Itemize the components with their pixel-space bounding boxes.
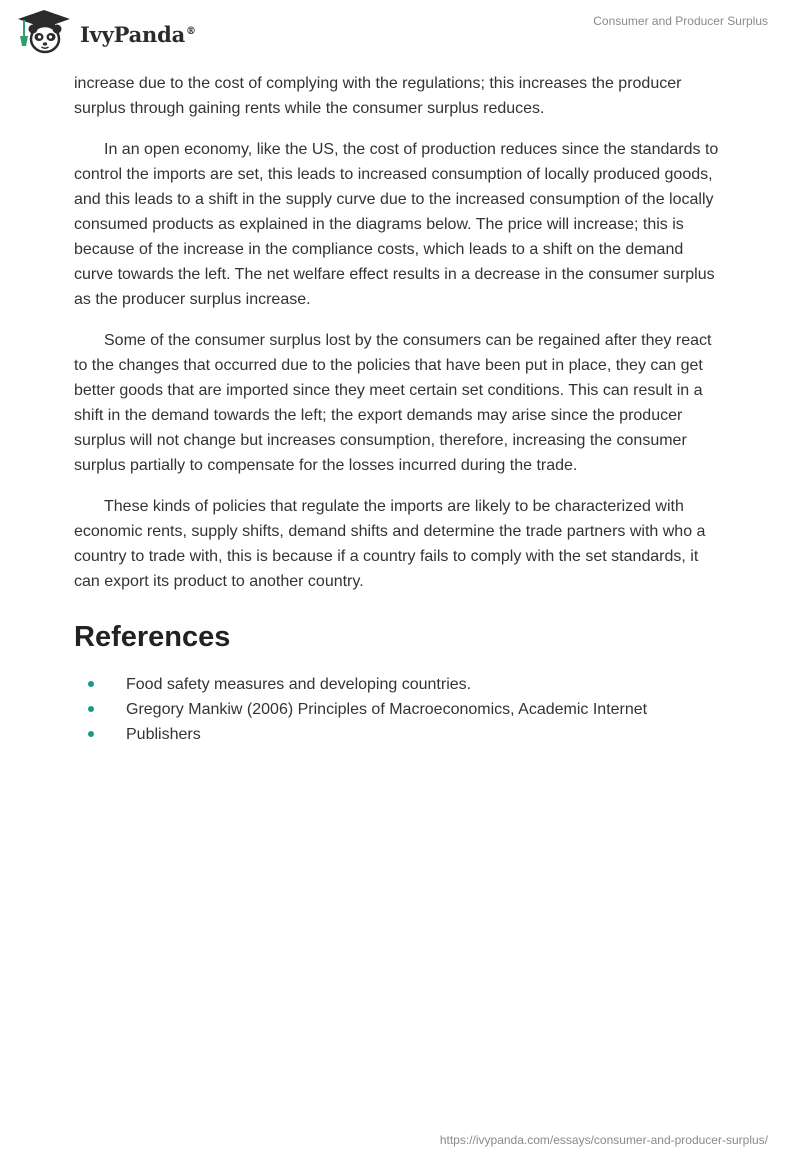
references-list bbox=[74, 672, 726, 747]
ivypanda-logo[interactable] bbox=[14, 8, 196, 56]
reference-item bbox=[74, 672, 726, 697]
essay-content bbox=[74, 71, 726, 747]
paragraph: These kinds of policies that regulate the imports are likely to be characterized with economic rents, supply shifts, demand shifts and determine the trade partners with who a country to trade with, this is because if a country fails to comply with the set standards, it can export its product to another country. bbox=[74, 498, 706, 590]
panda-graduate-icon bbox=[14, 8, 74, 56]
brand-name: IvyPanda® bbox=[80, 21, 196, 47]
page-header bbox=[0, 0, 800, 64]
bullet-icon bbox=[88, 681, 94, 687]
source-url[interactable]: https://ivypanda.com/essays/consumer-and-producer-surplus/ bbox=[439, 1133, 768, 1147]
bullet-icon bbox=[88, 731, 94, 737]
bullet-icon bbox=[88, 706, 94, 712]
reference-item bbox=[74, 697, 726, 722]
paragraph: Some of the consumer surplus lost by the consumers can be regained after they react to the changes that occurred due to the policies that have been put in place, they can get better goods that are imported since they meet certain set conditions. This can result in a shift in the demand towards the left; the export demands may arise since the producer surplus will not change but increases consumption, therefore, increasing the consumer surplus partially to compensate for the losses incurred during the trade. bbox=[74, 332, 712, 474]
reference-text: Food safety measures and developing countries. bbox=[126, 676, 472, 693]
document-title: Consumer and Producer Surplus bbox=[593, 14, 768, 28]
registered-mark: ® bbox=[186, 25, 196, 37]
paragraph: In an open economy, like the US, the cost of production reduces since the standards to control the imports are set, this leads to increased consumption of locally produced goods, and this leads to a shift in the supply curve due to the increased consumption of the locally consumed products as explained in the diagrams below. The price will increase; this is because of the increase in the compliance costs, which leads to a shift on the demand curve towards the left. The net welfare effect results in a decrease in the consumer surplus as the producer surplus increase. bbox=[74, 141, 719, 308]
references-heading: References bbox=[74, 621, 231, 653]
reference-text: Gregory Mankiw (2006) Principles of Macroeconomics, Academic Internet bbox=[126, 701, 648, 718]
paragraph: increase due to the cost of complying with the regulations; this increases the producer surplus through gaining rents while the consumer surplus reduces. bbox=[74, 75, 682, 117]
reference-item bbox=[74, 722, 726, 747]
reference-text: Publishers bbox=[126, 726, 201, 743]
